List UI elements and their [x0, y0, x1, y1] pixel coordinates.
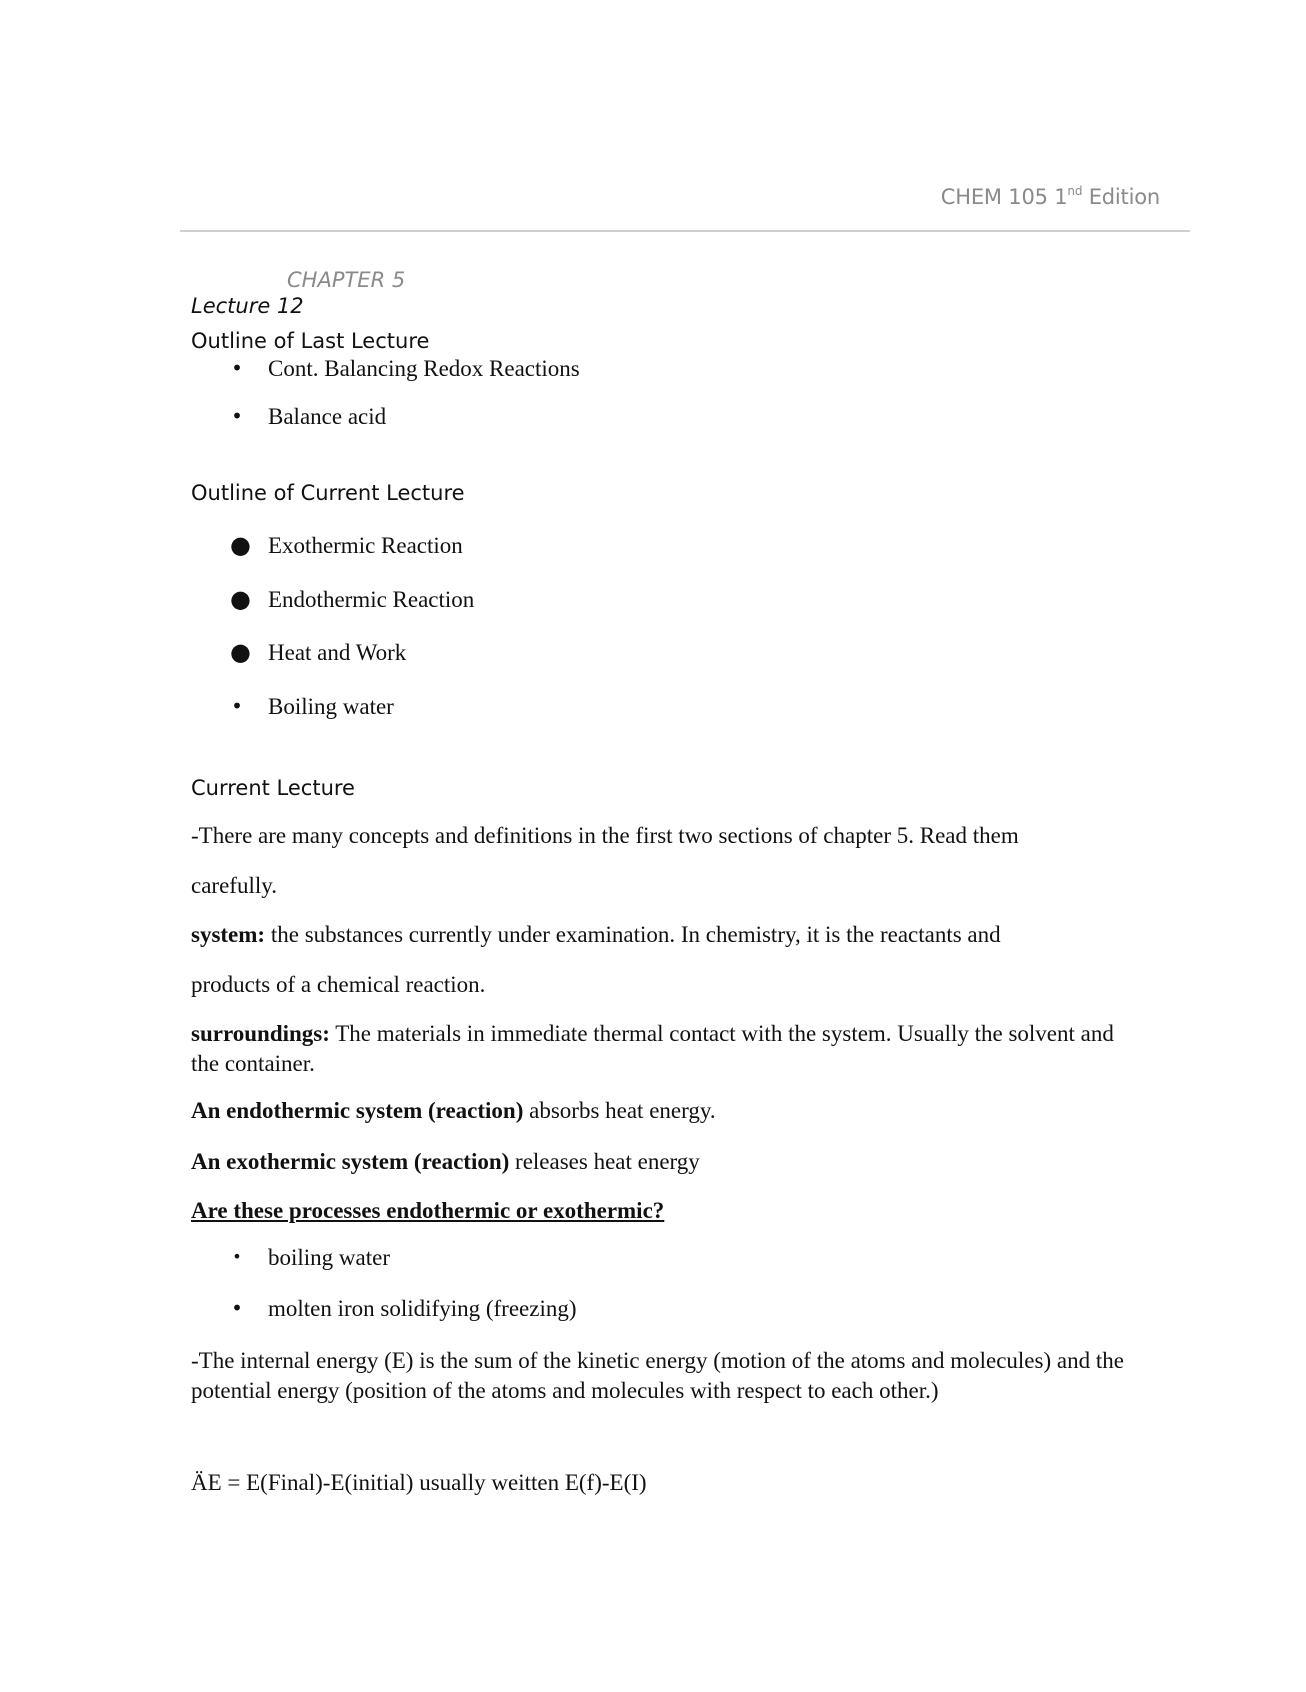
bullet-icon: ● [230, 585, 251, 613]
bullet-icon: ● [230, 638, 251, 666]
lecture-label: Lecture 12 [191, 294, 304, 318]
system-definition: system: the substances currently under examination. In chemistry, it is the reactants and [191, 922, 1001, 947]
current-outline-heading: Outline of Current Lecture [191, 481, 465, 505]
system-term: system: [191, 922, 266, 947]
endothermic-term: An endothermic system (reaction) [191, 1098, 524, 1123]
bullet-icon: • [231, 1296, 243, 1320]
intro-line: -There are many concepts and definitions in the first two sections of chapter 5. Read them [191, 823, 1019, 848]
question-heading: Are these processes endothermic or exothermic? [191, 1198, 665, 1223]
course-title: CHEM 105 1nd Edition [940, 184, 1160, 209]
bullet-icon: • [231, 694, 243, 718]
chapter-label: CHAPTER 5 [287, 268, 406, 292]
page-header [180, 180, 1190, 232]
internal-energy-paragraph: -The internal energy (E) is the sum of the kinetic energy (motion of the atoms and molecules) and the potential energy (position of the atoms and molecules with respect to each other.) [191, 1348, 1124, 1403]
bullet-icon: • [231, 356, 243, 380]
energy-equation: ÄE = E(Final)-E(initial) usually weitten E(f)-E(I) [191, 1470, 647, 1495]
bullet-icon: • [232, 1247, 242, 1266]
exothermic-definition: An exothermic system (reaction) releases heat energy [191, 1149, 700, 1174]
system-definition-cont: products of a chemical reaction. [191, 972, 486, 997]
exothermic-term: An exothermic system (reaction) [191, 1149, 510, 1174]
last-outline-heading: Outline of Last Lecture [191, 329, 430, 353]
intro-line: carefully. [191, 873, 277, 898]
surroundings-definition: surroundings: The materials in immediate thermal contact with the system. Usually the solvent and the container. [191, 1021, 1114, 1076]
bullet-icon: • [231, 404, 243, 428]
endothermic-definition: An endothermic system (reaction) absorbs heat energy. [191, 1098, 716, 1123]
current-lecture-heading: Current Lecture [191, 776, 355, 800]
bullet-icon: ● [230, 531, 251, 559]
surroundings-term: surroundings: [191, 1021, 330, 1046]
